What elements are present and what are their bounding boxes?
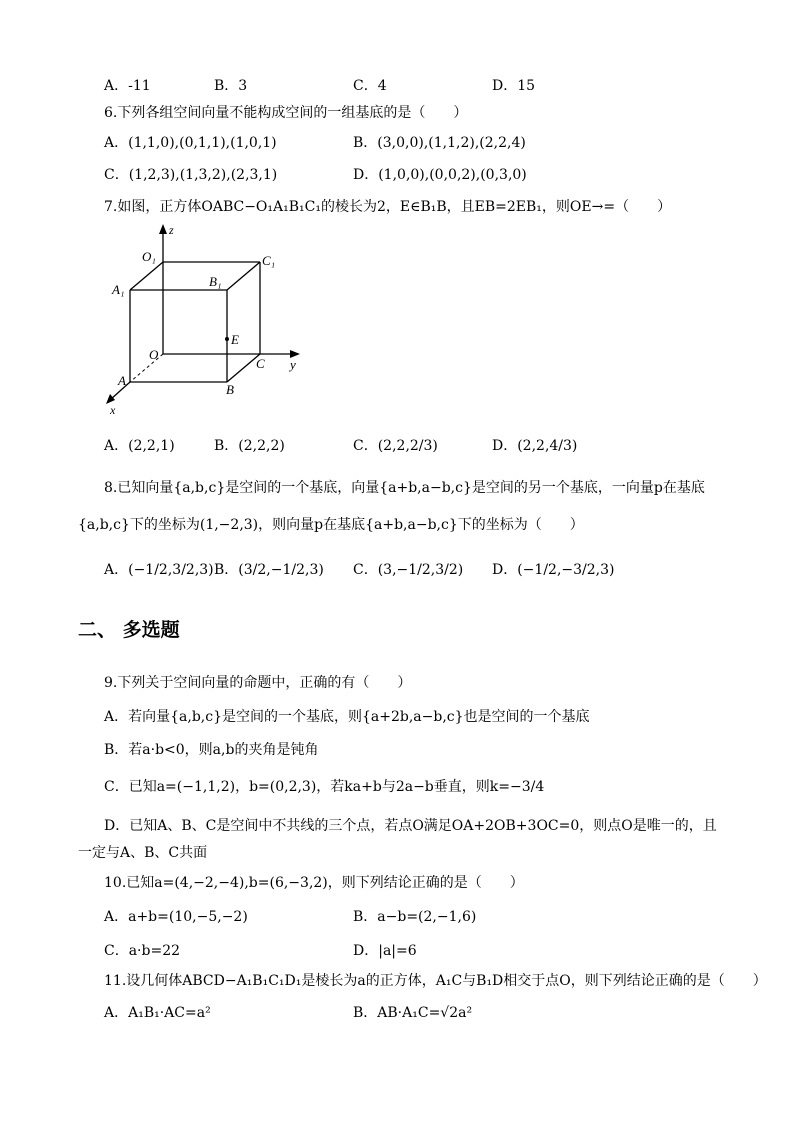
q6-option-b: B．(3,0,0),(1,1,2),(2,2,4) <box>353 135 526 151</box>
q10-option-c: C．a·b=22 <box>104 943 181 959</box>
q8-option-d: D．(−1/2,−3/2,3) <box>492 562 615 578</box>
q10-stem: 10.已知a=(4,−2,−4),b=(6,−3,2)，则下列结论正确的是（ ） <box>104 875 524 891</box>
q9-option-a: A．若向量{a,b,c}是空间的一个基底，则{a+2b,a−b,c}也是空间的一个基底 <box>104 709 590 725</box>
label-o1: O₁ <box>142 249 156 264</box>
q10-option-a: A．a+b=(10,−5,−2) <box>104 909 248 925</box>
q8-line1: 8.已知向量{a,b,c}是空间的一个基底，向量{a+b,a−b,c}是空间的另一个基底，一向量p在基底 <box>104 480 705 496</box>
q9-option-d-line1: D．已知A、B、C是空间中不共线的三个点，若点O满足OA+2OB+3OC=0，则点O是唯一的，且 <box>104 818 717 834</box>
q5-option-a: A．-11 <box>104 78 151 94</box>
q11-option-b: B．AB·A₁C=√2a² <box>353 1005 473 1021</box>
q5-option-c: C．4 <box>353 78 387 94</box>
q9-option-d-line2: 一定与A、B、C共面 <box>78 845 208 861</box>
q8-option-a: A．(−1/2,3/2,3) <box>104 562 214 578</box>
q6-stem: 6.下列各组空间向量不能构成空间的一组基底的是（ ） <box>104 105 468 121</box>
label-b: B <box>226 382 234 397</box>
q5-option-b: B．3 <box>214 78 248 94</box>
label-a: A <box>118 373 126 388</box>
q9-option-b: B．若a·b<0，则a,b的夹角是钝角 <box>104 742 319 758</box>
q11-option-a: A．A₁B₁·AC=a² <box>104 1005 211 1021</box>
edge-o1a1 <box>130 262 163 290</box>
label-z: z <box>169 223 174 237</box>
label-b1: B₁ <box>209 274 222 289</box>
q6-option-c: C．(1,2,3),(1,3,2),(2,3,1) <box>104 167 278 183</box>
q10-option-b: B．a−b=(2,−1,6) <box>353 909 477 925</box>
q7-option-b: B．(2,2,2) <box>214 438 285 454</box>
q8-option-b: B．(3/2,−1/2,3) <box>214 562 324 578</box>
q5-option-d: D．15 <box>492 78 536 94</box>
q11-stem: 11.设几何体ABCD−A₁B₁C₁D₁是棱长为a的正方体，A₁C与B₁D相交于点O，则下列结论正确的是（ ） <box>104 973 767 989</box>
label-x: x <box>110 403 116 417</box>
q6-option-d: D．(1,0,0),(0,0,2),(0,3,0) <box>353 167 527 183</box>
section-multi-choice-heading: 二、 多选题 <box>78 619 180 641</box>
label-a1: A₁ <box>112 282 125 297</box>
cube-figure <box>100 222 310 417</box>
point-e <box>225 337 229 341</box>
label-e: E <box>231 332 239 347</box>
edge-b1c1 <box>227 262 260 290</box>
q7-stem: 7.如图，正方体OABC−O₁A₁B₁C₁的棱长为2，E∈B₁B，且EB=2EB₁，则OE→=（ ） <box>104 199 672 215</box>
label-y: y <box>290 357 296 372</box>
label-c1: C₁ <box>262 253 276 268</box>
q8-option-c: C．(3,−1/2,3/2) <box>353 562 464 578</box>
q6-option-a: A．(1,1,0),(0,1,1),(1,0,1) <box>104 135 277 151</box>
z-axis-arrow <box>159 224 167 234</box>
q7-option-c: C．(2,2,2/3) <box>353 438 438 454</box>
label-o: O <box>149 347 159 362</box>
q10-option-d: D．|a|=6 <box>353 943 417 959</box>
q7-option-a: A．(2,2,1) <box>104 438 175 454</box>
q9-stem: 9.下列关于空间向量的命题中，正确的有（ ） <box>104 675 412 691</box>
q8-line2: {a,b,c}下的坐标为(1,−2,3)，则向量p在基底{a+b,a−b,c}下的坐标为（ ） <box>78 517 584 533</box>
q9-option-c: C．已知a=(−1,1,2)，b=(0,2,3)，若ka+b与2a−b垂直，则k=−3/4 <box>104 779 545 795</box>
q7-option-d: D．(2,2,4/3) <box>492 438 578 454</box>
label-c: C <box>256 356 265 371</box>
